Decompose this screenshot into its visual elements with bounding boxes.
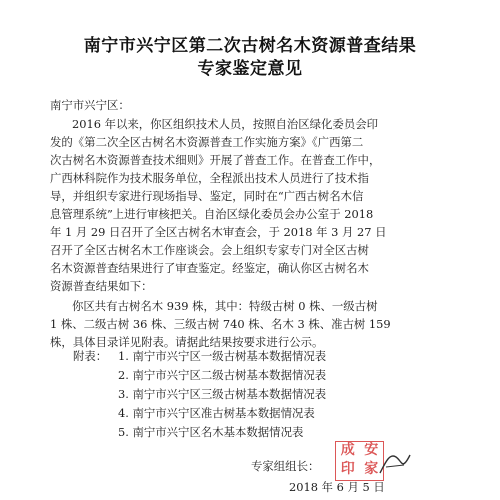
paragraph-1-line: 名木资源普查结果进行了审查鉴定。经鉴定，确认你区古树名木 <box>50 261 369 275</box>
paragraph-1-line: 导，并组织专家进行现场指导、鉴定，同时在“广西古树名木信 <box>50 189 364 203</box>
paragraph-1-line: 广西林科院作为技术服务单位，全程派出技术人员进行了技术指 <box>50 171 369 185</box>
attachments-list <box>118 347 326 442</box>
paragraph-1 <box>50 115 466 295</box>
stamp-char: 家 <box>364 461 379 477</box>
paragraph-1-line: 召开了全区古树名木工作座谈会。会上组织专家专门对全区古树 <box>50 243 369 257</box>
paragraph-1-line: 发的《第二次全区古树名木资源普查工作实施方案》《广西第二 <box>50 135 364 149</box>
document-title-line2: 专家鉴定意见 <box>197 59 303 79</box>
stamp-char: 印 <box>340 461 355 477</box>
paragraph-2-line: 你区共有古树名木 939 株，其中：特级古树 0 株、一级古树 <box>72 299 378 313</box>
document-date: 2018 年 6 月 5 日 <box>289 480 385 494</box>
stamp-char: 安 <box>364 442 379 458</box>
attachment-item: 5. 南宁市兴宁区名木基本数据情况表 <box>118 425 304 439</box>
attachment-item: 3. 南宁市兴宁区三级古树基本数据情况表 <box>118 387 327 401</box>
signer-label: 专家组组长： <box>251 459 320 473</box>
attachment-item: 4. 南宁市兴宁区准古树基本数据情况表 <box>118 406 315 420</box>
stamp-char: 成 <box>340 442 355 458</box>
attachments-label: 附表： <box>73 349 108 363</box>
paragraph-1-line: 年 1 月 29 日召开了全区古树名木审查会，于 2018 年 3 月 27 日 <box>50 225 387 239</box>
document-title-line1: 南宁市兴宁区第二次古树名木资源普查结果 <box>83 36 417 56</box>
paragraph-1-line: 资源普查结果如下： <box>50 279 153 293</box>
attachment-item: 2. 南宁市兴宁区二级古树基本数据情况表 <box>118 368 327 382</box>
salutation: 南宁市兴宁区： <box>50 98 130 112</box>
paragraph-2-line: 株，具体目录详见附表。请据此结果按要求进行公示。 <box>50 335 324 349</box>
paragraph-2 <box>50 297 466 351</box>
handwritten-signature <box>376 443 416 483</box>
paragraph-1-line: 2016 年以来，你区组织技术人员，按照自治区绿化委员会印 <box>72 117 378 131</box>
paragraph-1-line: 次古树名木资源普查技术细则》开展了普查工作。在普查工作中， <box>50 153 381 167</box>
attachment-item: 1. 南宁市兴宁区一级古树基本数据情况表 <box>118 349 327 363</box>
paragraph-2-line: 1 株、二级古树 36 株、三级古树 740 株、名木 3 株、准古树 159 <box>50 317 391 331</box>
paragraph-1-line: 息管理系统”上进行审核把关。自治区绿化委员会办公室于 2018 <box>50 207 374 221</box>
